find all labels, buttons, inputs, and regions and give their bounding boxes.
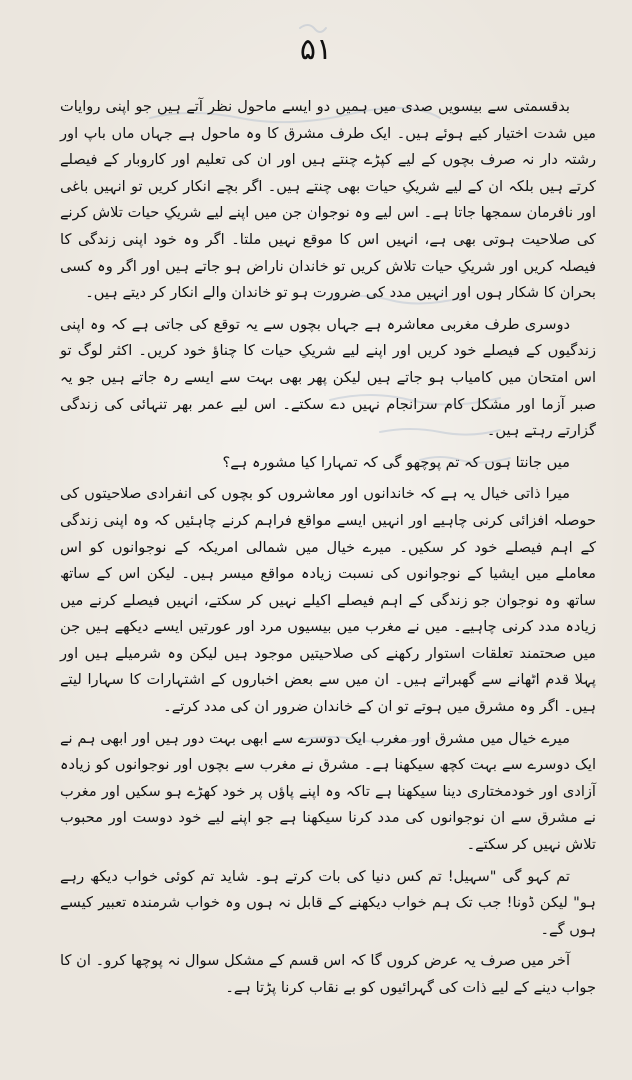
paragraph-3: میں جانتا ہوں کہ تم پوچھو گی کہ تمہارا کیا مشورہ ہے؟ xyxy=(222,453,570,471)
paragraph-6: تم کہو گی "سہیل! تم کس دنیا کی بات کرتے ہو۔ شاید تم کوئی خواب دیکھ رہے ہو" لیکن ڈونا! جب تک ہم خواب دیکھنے کے قابل نہ ہوں وہ خواب شرمندہ تعبیر کیسے ہوں گے۔ xyxy=(60,867,596,938)
paragraph-5: میرے خیال میں مشرق اور مغرب ایک دوسرے سے ابھی بہت دور ہیں اور ابھی ہم نے ایک دوسرے سے بہت کچھ سیکھنا ہے۔ مشرق نے مغرب سے بچوں اور نوجوانوں کو زیادہ آزادی اور خودمختاری دینا سیکھنا ہے تاکہ وہ اپنے پاؤں پر خود کھڑے ہو سکیں اور مغرب نے مشرق سے ان نوجوانوں کی مدد کرنا سیکھنا ہے جو اپنے لیے خود دوست اور محبوب تلاش نہیں کر سکتے۔ xyxy=(60,729,596,854)
paragraph-4: میرا ذاتی خیال یہ ہے کہ خاندانوں اور معاشروں کو بچوں کی انفرادی صلاحیتوں کی حوصلہ افزائی کرنی چاہیے اور انہیں ایسے مواقع فراہم کرنے چاہئیں کہ وہ اپنی زندگی کے اہم فیصلے خود کر سکیں۔ میرے خیال میں شمالی امریکہ کے نوجوانوں کو اس معاملے میں ایشیا کے نوجوانوں کی نسبت زیادہ مواقع میسر ہیں۔ لیکن اس کے ساتھ ساتھ وہ نوجوان جو زندگی کے اہم فیصلے اکیلے نہیں کر سکتے، انہیں فیصلے کرنے میں زیادہ مدد کرنی چاہیے۔ میں نے مغرب میں بیسیوں مرد اور عورتیں ایسے دیکھے ہیں جن میں صحتمند تعلقات استوار رکھنے کی صلاحیتیں موجود ہیں لیکن وہ شرمیلے ہیں اور پہلا قدم اٹھانے سے گھبراتے ہیں۔ ان میں سے بعض اخباروں کے اشتہارات کا سہارا لیتے ہیں۔ اگر وہ مشرق میں ہوتے تو ان کے خاندان ضرور ان کی مدد کرتے۔ xyxy=(60,485,596,716)
paragraph-7: آخر میں صرف یہ عرض کروں گا کہ اس قسم کے مشکل سوال نہ پوچھا کرو۔ ان کا جواب دینے کے لیے ذات کی گہرائیوں کو بے نقاب کرنا پڑتا ہے۔ xyxy=(60,952,596,996)
page-body-text xyxy=(60,94,596,1007)
paragraph-2: دوسری طرف مغربی معاشرہ ہے جہاں بچوں سے یہ توقع کی جاتی ہے کہ وہ اپنی زندگیوں کے فیصلے خود کریں اور اپنے لیے شریکِ حیات کا چناؤ خود کریں۔ اکثر لوگ تو اس امتحان میں کامیاب ہو جاتے ہیں لیکن پھر بھی بہت سے ایسے رہ جاتے ہیں جو یہ صبر آزما اور مشکل کام سرانجام نہیں دے سکتے۔ اس لیے عمر بھر تنہائی کی زندگی گزارتے رہتے ہیں۔ xyxy=(60,315,596,440)
page-number: ۵۱ xyxy=(299,32,333,67)
paragraph-1: بدقسمتی سے بیسویں صدی میں ہمیں دو ایسے ماحول نظر آتے ہیں جو اپنی روایات میں شدت اختیار کیے ہوئے ہیں۔ ایک طرف مشرق کا وہ ماحول ہے جہاں ماں باپ اور رشتہ دار نہ صرف بچوں کے لیے کپڑے چنتے ہیں اور ان کی تعلیم اور کاروبار کے فیصلے کرتے ہیں بلکہ ان کے لیے شریکِ حیات بھی چنتے ہیں۔ اگر بچے انکار کریں تو انہیں باغی اور نافرمان سمجھا جاتا ہے۔ اس لیے وہ نوجوان جن میں اپنے لیے شریکِ حیات تلاش کرنے کی صلاحیت ہوتی بھی ہے، انہیں اس کا موقع نہیں ملتا۔ اگر وہ خود اپنی زندگی کا فیصلہ کریں اور شریکِ حیات تلاش کریں تو خاندان ناراض ہو جاتے ہیں اور اگر وہ کسی بحران کا شکار ہوں اور انہیں مدد کی ضرورت ہو تو خاندان والے انکار کر دیتے ہیں۔ xyxy=(60,98,596,302)
